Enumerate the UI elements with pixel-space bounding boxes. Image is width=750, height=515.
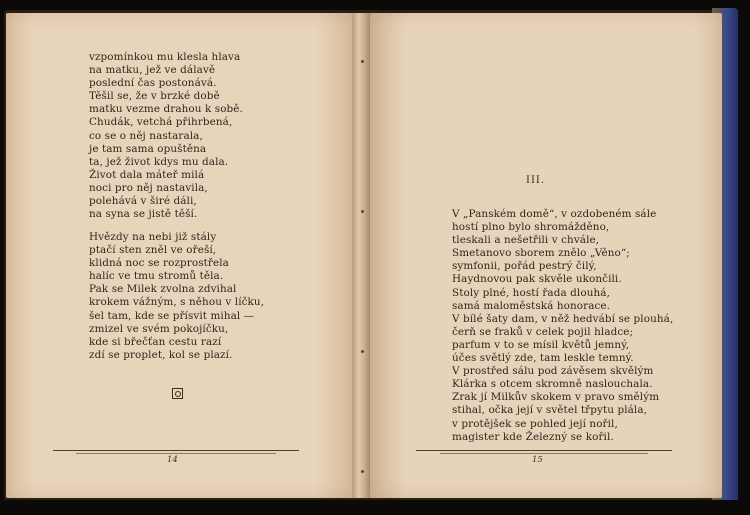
folio-rule [76, 453, 276, 454]
verse-line: co se o něj nastarala, [89, 129, 203, 142]
verse-line: ptačí sten zněl ve ořeší, [89, 244, 217, 257]
verse-line: V „Panském domě“, v ozdobeném sále [452, 208, 657, 220]
verse-line: zdí se proplet, kol se plazí. [89, 348, 233, 361]
verse-line: V bílé šaty dam, v něž hedvábí se plouhá, [452, 312, 674, 325]
folio-rule [53, 450, 299, 451]
verse-line: účes světlý zde, tam leskle temný. [452, 352, 634, 365]
verse-line: v protějšek se pohled její nořil, [452, 417, 618, 430]
verse-line: Smetanovo sborem znělo „Věno“; [452, 247, 630, 260]
verse-line: V prostřed sálu pod závěsem skvělým [452, 365, 654, 378]
binding-stitch [361, 210, 364, 213]
left-stanza-1 [89, 51, 243, 221]
verse-line: Chudák, vetchá přihrbená, [89, 116, 233, 129]
verse-line: kde si břečťan cestu razí [89, 335, 222, 348]
verse-line: Pak se Milek zvolna zdvihal [89, 283, 237, 296]
page-number: 15 [532, 455, 543, 465]
verse-line: Haydnovou pak skvěle ukončili. [452, 273, 622, 286]
verse-line: na matku, jež ve dálavě [89, 64, 216, 77]
verse-line: stihal, očka její v světel třpytu plála, [452, 404, 648, 417]
verse-line: magister kde Železný se kořil. [452, 430, 614, 443]
right-page [370, 13, 722, 498]
verse-line: šel tam, kde se přísvit mihal — [89, 309, 255, 322]
verse-line: Těšil se, že v brzké době [89, 90, 220, 103]
verse-line: Stoly plné, hostí řada dlouhá, [452, 286, 610, 299]
verse-line: symfonii, pořád pestrý čilý, [452, 260, 597, 273]
folio-rule [440, 453, 648, 454]
verse-line: Zrak jí Milkův skokem v pravo smělým [452, 391, 660, 404]
verse-line: na syna se jistě těší. [89, 208, 198, 221]
verse-line: parfum v to se mísil květů jemný, [452, 338, 630, 351]
verse-line: Život dala máteř milá [89, 168, 205, 181]
section-heading: III. [526, 175, 546, 186]
verse-line: zmizel ve svém pokojíčku, [89, 322, 229, 335]
left-stanza-2 [89, 231, 264, 362]
binding-stitch [361, 60, 364, 63]
folio-rule [416, 450, 672, 451]
verse-line: čerň se fraků v celek pojil hladce; [452, 325, 634, 338]
verse-line: vzpomínkou mu klesla hlava [89, 51, 241, 63]
binding-stitch [361, 470, 364, 473]
verse-line: krokem vážným, s něhou v líčku, [89, 296, 265, 309]
verse-line: je tam sama opuštěna [89, 142, 207, 155]
verse-line: tleskali a nešetřili v chvále, [452, 234, 600, 247]
verse-line: poslední čas postonává. [89, 77, 217, 90]
bottom-edge [0, 500, 750, 515]
verse-line: Hvězdy na nebi již stály [89, 231, 217, 243]
verse-line: polehává v širé dáli, [89, 195, 197, 208]
right-stanza [452, 208, 673, 444]
verse-line: klidná noc se rozprostřela [89, 257, 229, 270]
left-page [6, 13, 358, 498]
verse-line: hostí plno bylo shromážděno, [452, 221, 610, 234]
verse-line: matku vezme drahou k sobě. [89, 103, 243, 116]
book-gutter [352, 13, 372, 498]
verse-line: ta, jež život kdys mu dala. [89, 155, 229, 168]
verse-line: samá maloměstská honorace. [452, 299, 611, 312]
verse-line: halíc ve tmu stromů těla. [89, 270, 224, 283]
binding-stitch [361, 350, 364, 353]
page-number: 14 [167, 455, 178, 465]
verse-line: Klárka s otcem skromně naslouchala. [452, 378, 653, 391]
verse-line: noci pro něj nastavila, [89, 181, 208, 194]
printer-ornament-icon [172, 388, 183, 399]
